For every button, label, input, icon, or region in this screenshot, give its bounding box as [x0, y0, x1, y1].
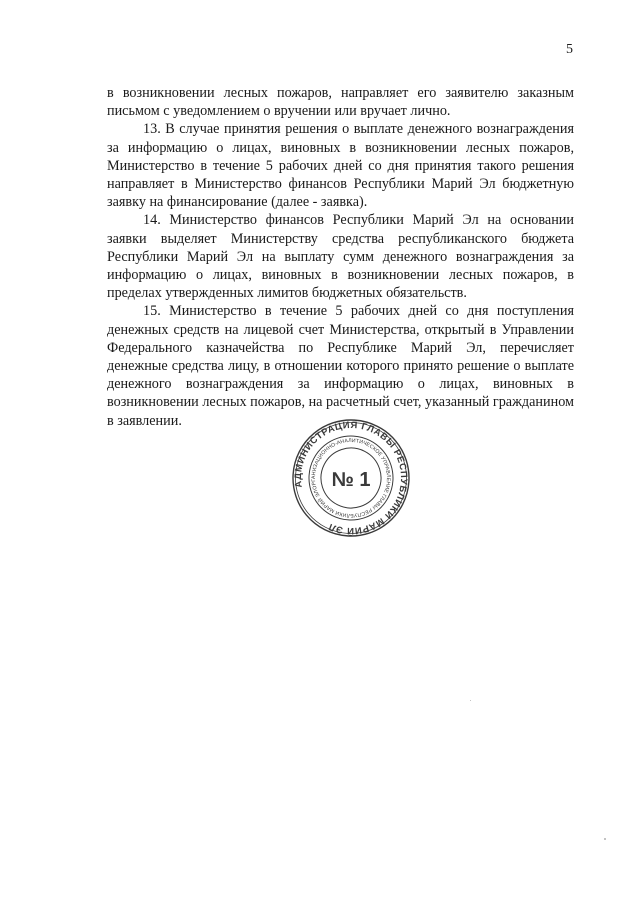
paragraph-14: 14. Министерство финансов Республики Марий Эл на основании заявки выделяет Министерству средства республиканского бюджета Республики Марий Эл на выплату сумм денежного вознаграждения за информацию о лицах, виновных в возникновении лесных пожаров, в пределах утвержденных лимитов бюджетных обязательств. — [107, 212, 574, 302]
official-seal-stamp — [291, 416, 411, 540]
page-number: 5 — [566, 42, 573, 57]
seal-graphic — [291, 416, 411, 540]
paragraph-continuation: в возникновении лесных пожаров, направляет его заявителю заказным письмом с уведомлением о вручении или вручает лично. — [107, 85, 574, 120]
document-body — [107, 84, 574, 430]
svg-text:АДМИНИСТРАЦИЯ ГЛАВЫ РЕСПУБЛИКИ: АДМИНИСТРАЦИЯ ГЛАВЫ РЕСПУБЛИКИ МАРИЙ ЭЛ — [291, 418, 411, 538]
svg-text:ОРГАНИЗАЦИОННО-АНАЛИТИЧЕСКОЕ У: ОРГАНИЗАЦИОННО-АНАЛИТИЧЕСКОЕ УПРАВЛЕНИЕ ГЛАВЫ РЕСПУБЛИКИ МАРИЙ ЭЛ — [310, 437, 392, 519]
scan-speck — [604, 838, 606, 840]
seal-number: № 1 — [331, 469, 371, 491]
paragraph-13: 13. В случае принятия решения о выплате денежного вознаграждения за информацию о лицах, виновных в возникновении лесных пожаров, Министерство в течение 5 рабочих дней со дня принятия такого решения направляет в Министерство финансов Республики Марий Эл бюджетную заявку на финансирование (далее - заявка). — [107, 121, 574, 211]
paragraph-15: 15. Министерство в течение 5 рабочих дней со дня поступления денежных средств на лицевой счет Министерства, открытый в Управлении Федерального казначейства по Республике Марий Эл, перечисляет денежные средства лицу, в отношении которого принято решение о выплате денежного вознаграждения за информацию о лицах, виновных в возникновении лесных пожаров, на расчетный счет, указанный гражданином в заявлении. — [107, 303, 574, 429]
scan-speck — [470, 700, 471, 701]
